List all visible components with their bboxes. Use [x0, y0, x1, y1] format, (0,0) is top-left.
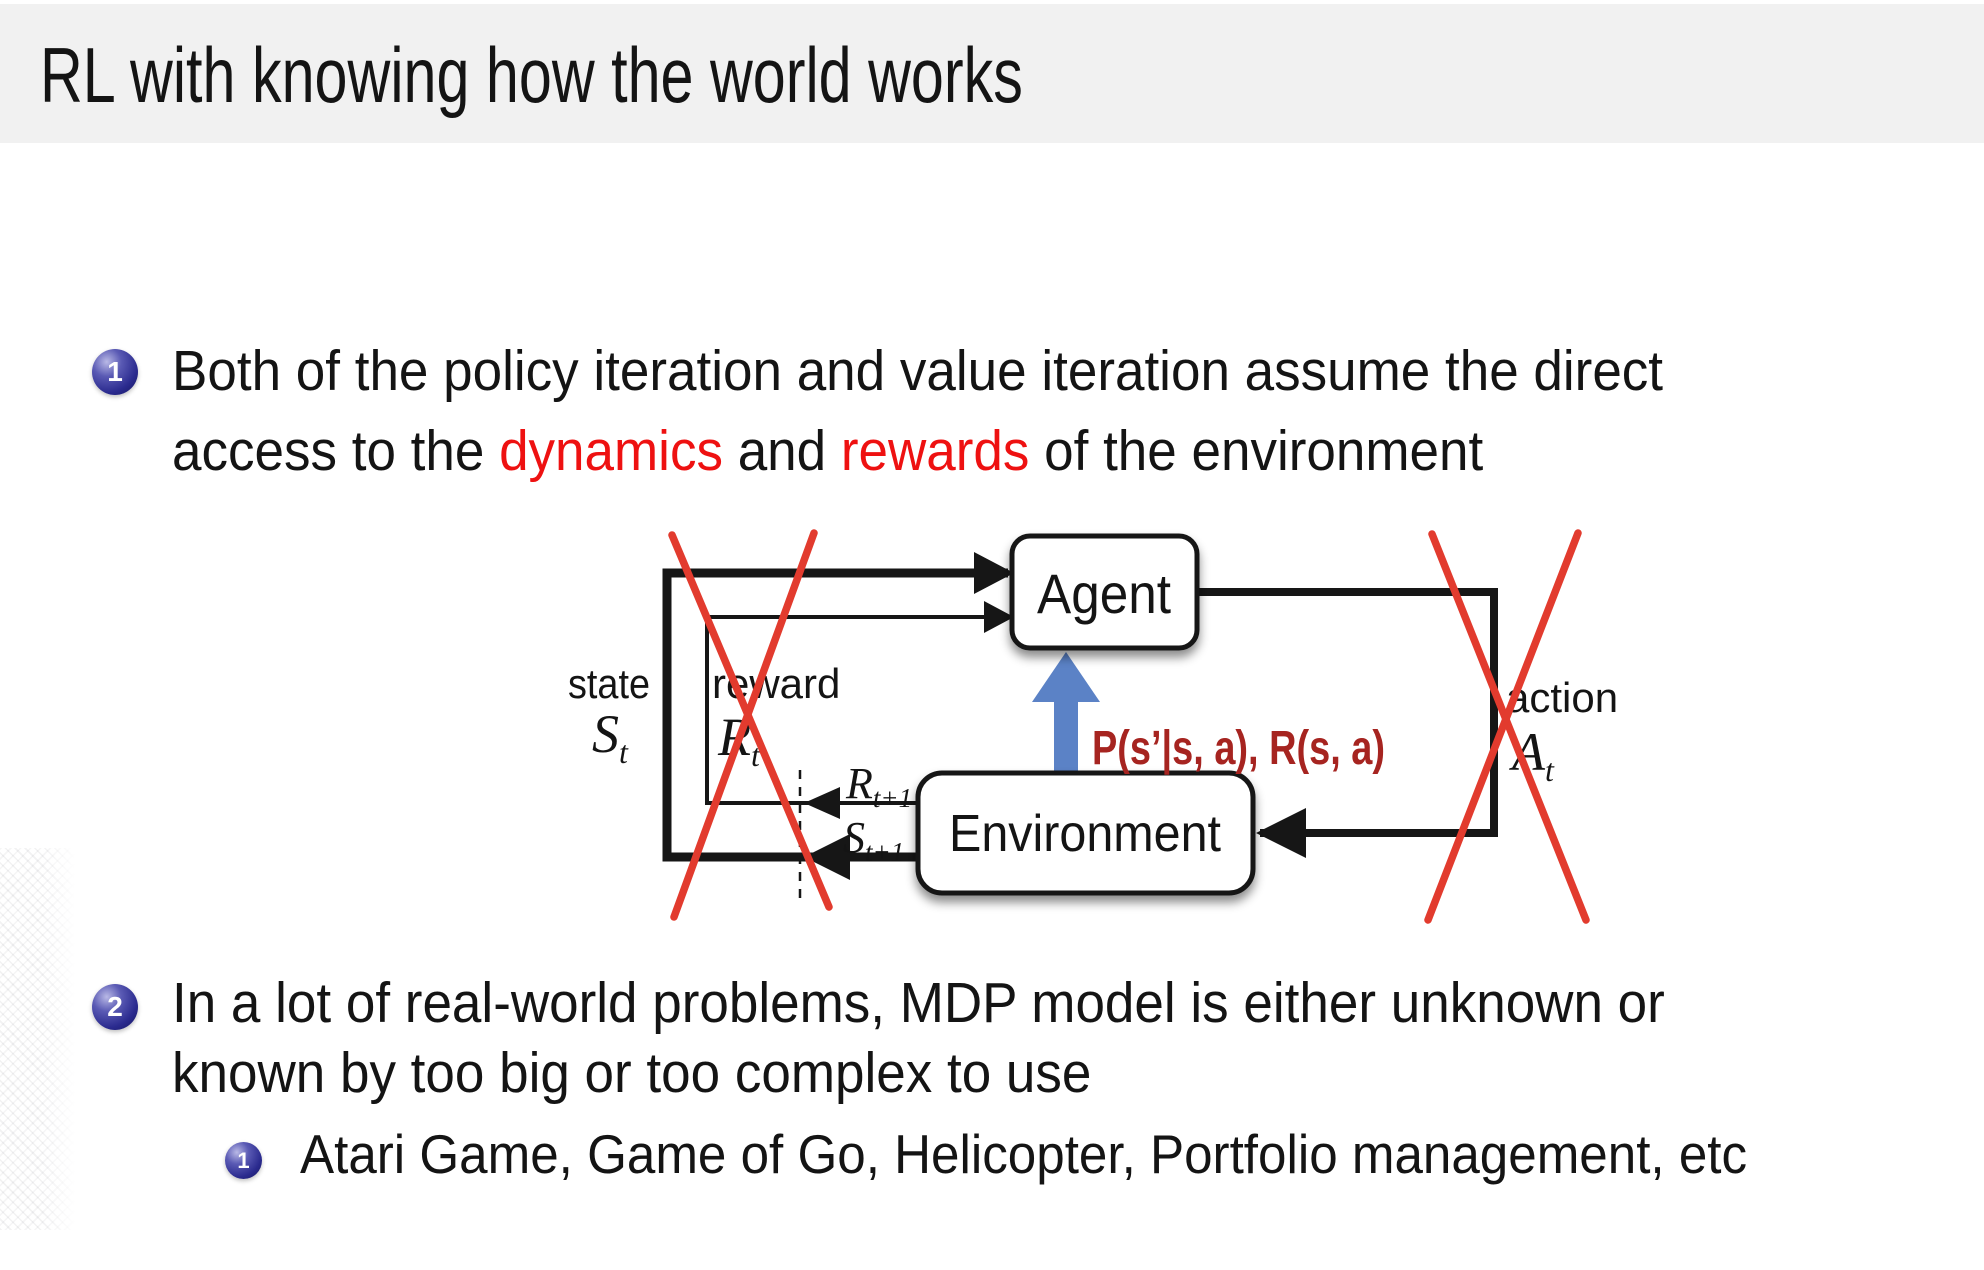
model-arrow-head — [1032, 652, 1100, 702]
state-next-symbol: $S_{t+1}$ — [843, 813, 905, 867]
bullet-1-keyword-rewards: rewards — [840, 419, 1030, 483]
sub-bullet-number: 1 — [237, 1147, 250, 1173]
reward-label: reward — [712, 660, 841, 707]
state-into-agent-arrowhead — [974, 552, 1014, 594]
bullet-1-line-2-part: and — [722, 419, 841, 483]
action-into-environment-arrowhead — [1256, 808, 1306, 858]
red-cross-right-stroke — [1432, 534, 1586, 920]
environment-label: Environment — [949, 805, 1222, 863]
sub-bullet-text: Atari Game, Game of Go, Helicopter, Portfolio management, etc — [300, 1123, 1748, 1185]
reward-next-arrowhead — [804, 787, 840, 819]
bullet-1-keyword-dynamics: dynamics — [499, 419, 723, 483]
action-symbol: $A_t$ — [1512, 722, 1554, 788]
bullet-2-number: 2 — [107, 991, 123, 1022]
bullet-2-line-2: known by too big or too complex to use — [172, 1041, 1092, 1105]
page-title: RL with knowing how the world works — [40, 31, 1023, 119]
state-label: state — [568, 660, 650, 707]
bullet-1-number: 1 — [107, 356, 123, 387]
bullet-1-line-2-part: access to the — [172, 419, 500, 483]
reward-symbol: $R_t$ — [718, 707, 760, 773]
bullet-1-line-2-part: of the environment — [1029, 419, 1484, 483]
bullet-2-line-1: In a lot of real-world problems, MDP model is either unknown or — [172, 971, 1665, 1035]
reward-next-symbol: $R_{t+1}$ — [846, 759, 913, 813]
action-label: action — [1506, 674, 1619, 721]
red-cross-right — [1428, 533, 1586, 920]
bullet-1-line-1: Both of the policy iteration and value iteration assume the direct — [172, 339, 1664, 403]
state-symbol: $S_t$ — [592, 704, 628, 770]
agent-label: Agent — [1037, 562, 1172, 625]
model-annotation: P(s’|s, a), R(s, a) — [1092, 722, 1385, 775]
